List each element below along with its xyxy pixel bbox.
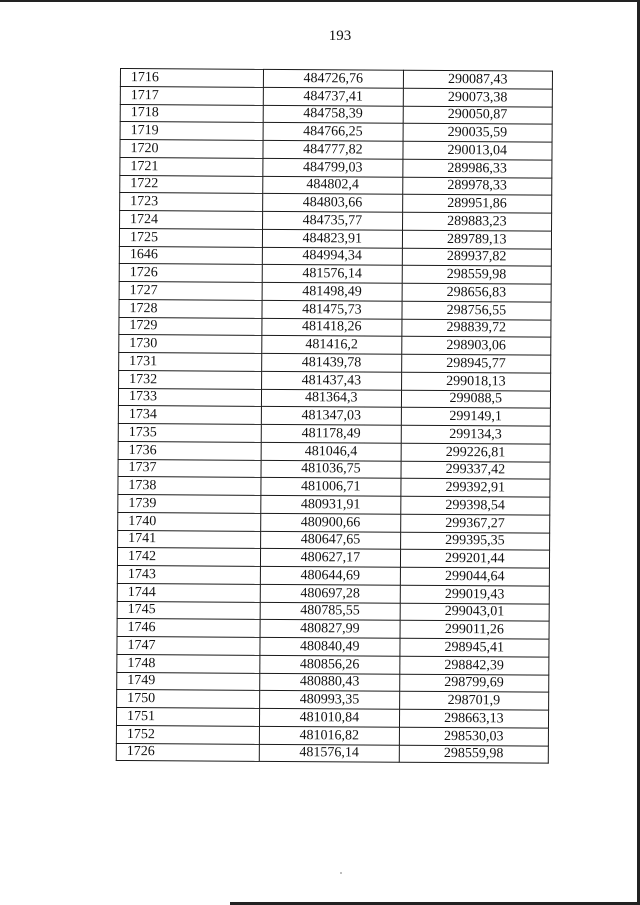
y-coordinate-cell: 299226,81 [401,443,550,462]
y-coordinate-cell: 299019,43 [400,585,549,604]
y-coordinate-cell: 298559,98 [399,745,548,764]
point-number-cell: 1722 [120,175,263,194]
x-coordinate-cell: 481016,82 [259,726,399,745]
x-coordinate-cell: 484726,76 [263,69,403,88]
scan-speck [340,872,342,874]
y-coordinate-cell: 299043,01 [400,603,549,622]
point-number-cell: 1723 [120,193,263,212]
x-coordinate-cell: 484803,66 [263,194,403,213]
x-coordinate-cell: 481046,4 [261,442,401,461]
y-coordinate-cell: 298903,06 [401,336,550,355]
y-coordinate-cell: 290035,59 [403,123,552,142]
point-number-cell: 1737 [118,459,261,478]
point-number-cell: 1744 [117,583,260,602]
x-coordinate-cell: 481576,14 [262,265,402,284]
point-number-cell: 1751 [116,707,259,726]
y-coordinate-cell: 299337,42 [401,461,550,480]
point-number-cell: 1725 [119,228,262,247]
x-coordinate-cell: 480931,91 [261,495,401,514]
point-number-cell: 1729 [119,317,262,336]
point-number-cell: 1749 [117,672,260,691]
x-coordinate-cell: 484799,03 [263,158,403,177]
x-coordinate-cell: 484823,91 [262,229,402,248]
x-coordinate-cell: 480785,55 [260,602,400,621]
x-coordinate-cell: 484758,39 [263,105,403,124]
x-coordinate-cell: 481576,14 [259,744,399,763]
y-coordinate-cell: 299044,64 [400,567,549,586]
x-coordinate-cell: 481475,73 [262,300,402,319]
point-number-cell: 1730 [119,335,262,354]
y-coordinate-cell: 289978,33 [402,177,551,196]
y-coordinate-cell: 290073,38 [403,88,552,107]
y-coordinate-cell: 299367,27 [400,514,549,533]
x-coordinate-cell: 484737,41 [263,87,403,106]
y-coordinate-cell: 290087,43 [403,70,552,89]
point-number-cell: 1720 [120,140,263,159]
coordinates-table [116,68,553,764]
point-number-cell: 1724 [120,211,263,230]
point-number-cell: 1718 [120,104,263,123]
x-coordinate-cell: 481036,75 [261,460,401,479]
point-number-cell: 1721 [120,157,263,176]
point-number-cell: 1726 [119,264,262,283]
x-coordinate-cell: 484766,25 [263,123,403,142]
point-number-cell: 1734 [118,406,261,425]
point-number-cell: 1742 [117,548,260,567]
point-number-cell: 1731 [119,352,262,371]
y-coordinate-cell: 299398,54 [400,496,549,515]
point-number-cell: 1646 [119,246,262,265]
y-coordinate-cell: 290013,04 [403,141,552,160]
point-number-cell: 1732 [119,370,262,389]
x-coordinate-cell: 480840,49 [260,637,400,656]
point-number-cell: 1736 [118,441,261,460]
scan-border-top [0,0,640,2]
x-coordinate-cell: 480900,66 [261,513,401,532]
y-coordinate-cell: 298842,39 [399,656,548,675]
x-coordinate-cell: 484802,4 [263,176,403,195]
point-number-cell: 1750 [117,690,260,709]
point-number-cell: 1727 [119,281,262,300]
x-coordinate-cell: 481418,26 [262,318,402,337]
y-coordinate-cell: 289789,13 [402,230,551,249]
point-number-cell: 1719 [120,122,263,141]
y-coordinate-cell: 298756,55 [402,301,551,320]
point-number-cell: 1717 [120,86,263,105]
y-coordinate-cell: 289937,82 [402,248,551,267]
point-number-cell: 1716 [120,69,263,88]
x-coordinate-cell: 481439,78 [262,353,402,372]
y-coordinate-cell: 298663,13 [399,709,548,728]
x-coordinate-cell: 481178,49 [261,424,401,443]
x-coordinate-cell: 480827,99 [260,620,400,639]
x-coordinate-cell: 480647,65 [261,531,401,550]
y-coordinate-cell: 298839,72 [401,319,550,338]
x-coordinate-cell: 481437,43 [262,371,402,390]
y-coordinate-cell: 290050,87 [403,106,552,125]
table-row [116,743,548,763]
x-coordinate-cell: 481364,3 [262,389,402,408]
y-coordinate-cell: 289951,86 [402,194,551,213]
x-coordinate-cell: 481347,03 [261,407,401,426]
y-coordinate-cell: 298799,69 [399,674,548,693]
y-coordinate-cell: 298559,98 [402,265,551,284]
point-number-cell: 1733 [118,388,261,407]
y-coordinate-cell: 298656,83 [402,283,551,302]
y-coordinate-cell: 298945,77 [401,354,550,373]
x-coordinate-cell: 480644,69 [260,566,400,585]
x-coordinate-cell: 480880,43 [260,673,400,692]
point-number-cell: 1741 [118,530,261,549]
x-coordinate-cell: 484994,34 [262,247,402,266]
x-coordinate-cell: 480627,17 [261,549,401,568]
y-coordinate-cell: 299088,5 [401,390,550,409]
x-coordinate-cell: 481416,2 [262,336,402,355]
x-coordinate-cell: 481498,49 [262,282,402,301]
point-number-cell: 1745 [117,601,260,620]
x-coordinate-cell: 480993,35 [260,691,400,710]
point-number-cell: 1743 [117,565,260,584]
point-number-cell: 1726 [116,743,259,762]
y-coordinate-cell: 299392,91 [401,478,550,497]
y-coordinate-cell: 299011,26 [400,620,549,639]
y-coordinate-cell: 289986,33 [402,159,551,178]
point-number-cell: 1747 [117,636,260,655]
point-number-cell: 1752 [116,725,259,744]
y-coordinate-cell: 298530,03 [399,727,548,746]
page-number: 193 [328,28,352,44]
y-coordinate-cell: 299201,44 [400,549,549,568]
y-coordinate-cell: 299134,3 [401,425,550,444]
point-number-cell: 1746 [117,619,260,638]
point-number-cell: 1735 [118,423,261,442]
y-coordinate-cell: 298701,9 [399,691,548,710]
x-coordinate-cell: 480697,28 [260,584,400,603]
point-number-cell: 1740 [118,512,261,531]
point-number-cell: 1738 [118,477,261,496]
coordinates-table-body [116,69,552,764]
x-coordinate-cell: 480856,26 [260,655,400,674]
y-coordinate-cell: 289883,23 [402,212,551,231]
point-number-cell: 1748 [117,654,260,673]
point-number-cell: 1739 [118,494,261,513]
x-coordinate-cell: 481006,71 [261,478,401,497]
y-coordinate-cell: 299395,35 [400,532,549,551]
x-coordinate-cell: 481010,84 [260,708,400,727]
point-number-cell: 1728 [119,299,262,318]
y-coordinate-cell: 299149,1 [401,407,550,426]
x-coordinate-cell: 484777,82 [263,140,403,159]
y-coordinate-cell: 298945,41 [400,638,549,657]
y-coordinate-cell: 299018,13 [401,372,550,391]
x-coordinate-cell: 484735,77 [263,211,403,230]
